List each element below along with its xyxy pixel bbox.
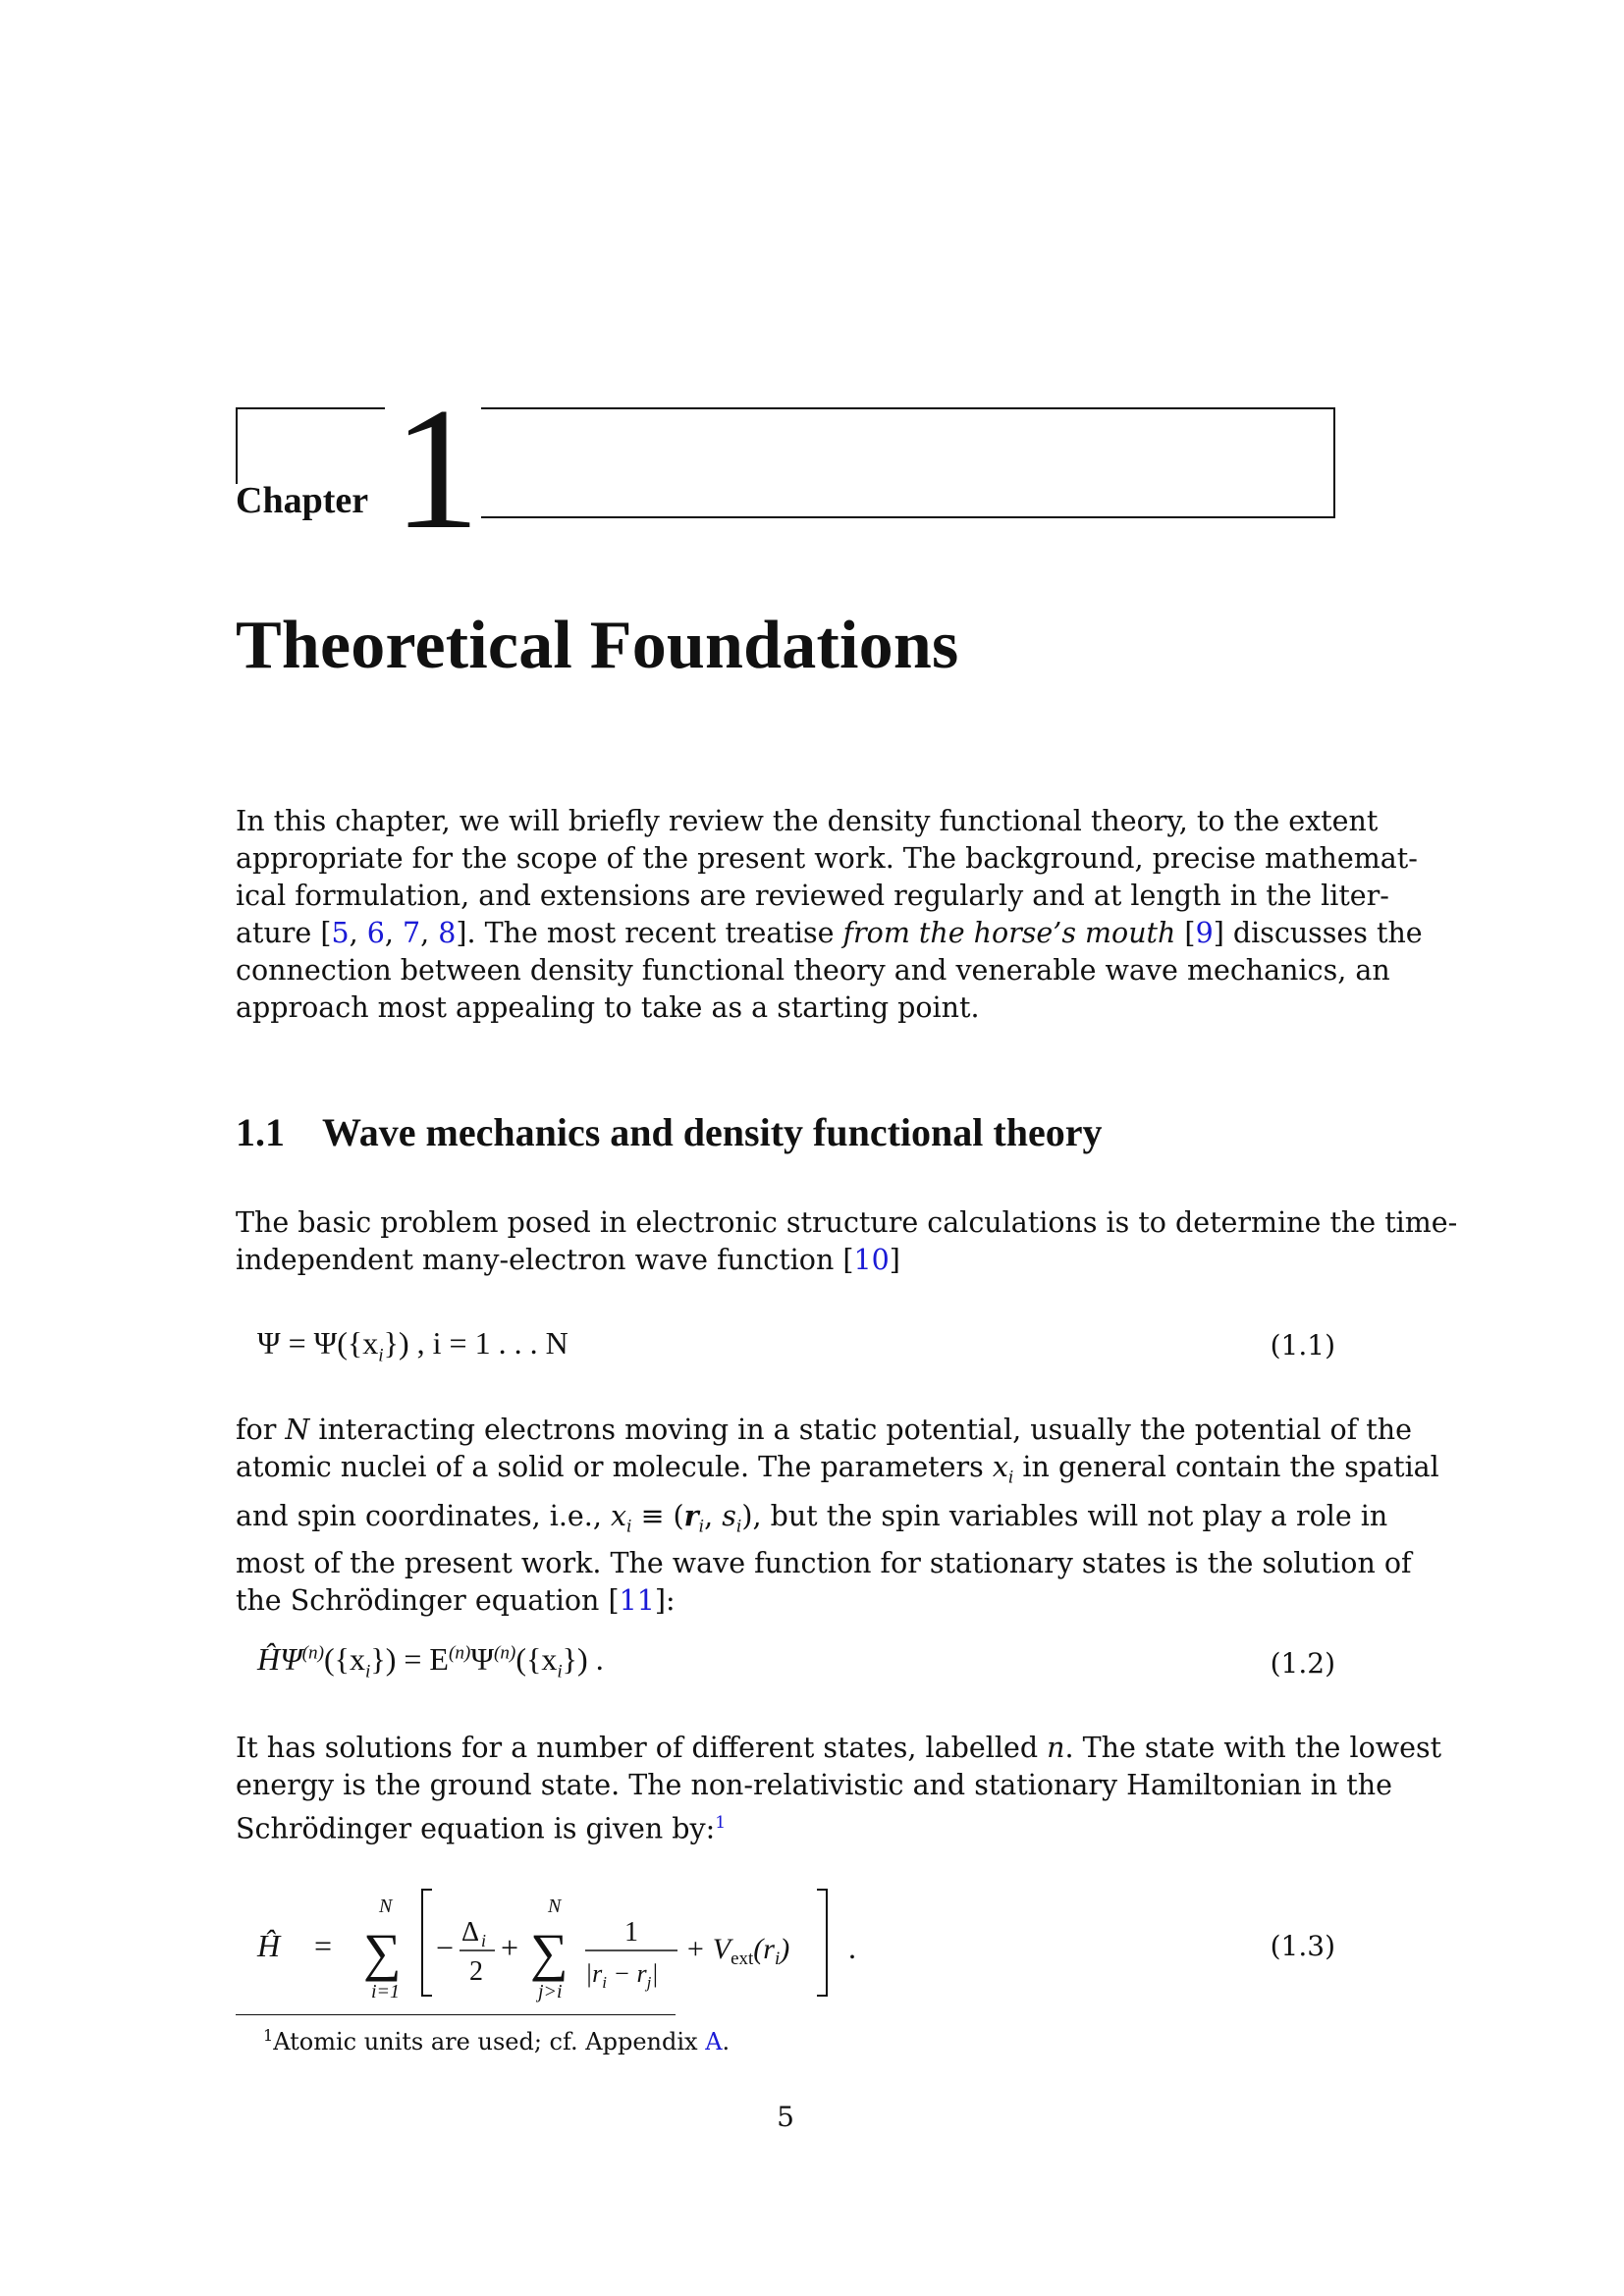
- eq1-text: Ψ = Ψ({x: [257, 1325, 379, 1361]
- p3-var-s: s: [722, 1499, 736, 1532]
- eq2-sub-2: i: [557, 1661, 563, 1682]
- eq1-sub: i: [378, 1345, 384, 1366]
- citation-9[interactable]: 9: [1195, 917, 1214, 949]
- citation-6[interactable]: 6: [366, 917, 385, 949]
- p3-text-3a: and spin coordinates, i.e.,: [236, 1499, 602, 1532]
- p3-text-1b: interacting electrons moving in a static potential, usually the potential of the: [318, 1414, 1412, 1446]
- eq2-sup-3: (n): [493, 1642, 516, 1664]
- intro-line-6: approach most appealing to take as a starting point.: [236, 991, 980, 1024]
- intro-line-2: appropriate for the scope of the present work. The background, precise mathemat-: [236, 842, 1418, 875]
- p3-var-xi: x: [610, 1499, 627, 1532]
- paragraph-4: [236, 1730, 1442, 1848]
- footnote-end: .: [722, 2028, 731, 2056]
- appendix-link[interactable]: A: [705, 2028, 723, 2056]
- equation-1-2: $Ĥ\Psi^{(n)}(\{x_i\}) = E^{(n)}\Psi^{(n)}(\{x_i\})$ .: [257, 1641, 604, 1682]
- p3-line-4: most of the present work. The wave function for stationary states is the solution of: [236, 1547, 1412, 1580]
- eq2-mid: ({x: [323, 1641, 365, 1677]
- chapter-title: Theoretical Foundations: [236, 608, 959, 683]
- equation-number-1-1: (1.1): [1270, 1329, 1335, 1362]
- p3-text-2: atomic nuclei of a solid or molecule. The parameters: [236, 1451, 984, 1483]
- intro-line-1: In this chapter, we will briefly review the density functional theory, to the extent: [236, 805, 1379, 837]
- eq3-minus: −: [436, 1930, 455, 1965]
- equation-1-1: [257, 1325, 568, 1366]
- eq3-sum2-symbol: ∑: [530, 1923, 568, 1982]
- eq3-period: .: [848, 1930, 856, 1965]
- p4-text-1b: . The state with the lowest: [1064, 1732, 1442, 1764]
- section-heading: [236, 1109, 1102, 1155]
- paragraph-2: [236, 1204, 1458, 1279]
- p3-var-N: N: [285, 1414, 310, 1446]
- citation-11[interactable]: 11: [619, 1584, 655, 1618]
- eq3-sum2-top: N: [548, 1896, 562, 1917]
- p2-text-2-end: ]: [889, 1244, 900, 1276]
- p3-text-1a: for: [236, 1414, 277, 1446]
- chapter-number: 1: [393, 371, 480, 565]
- equation-1-3: [236, 1880, 923, 2007]
- p3-line-5: [236, 1582, 1335, 1620]
- footnote: [263, 2026, 730, 2056]
- p4-var-n: n: [1047, 1732, 1065, 1764]
- p4-line-2: energy is the ground state. The non-relativistic and stationary Hamiltonian in the: [236, 1769, 1392, 1801]
- p4-text-1a: It has solutions for a number of different states, labelled: [236, 1732, 1039, 1764]
- equation-number-1-3: (1.3): [1270, 1930, 1335, 1962]
- citation-8[interactable]: 8: [438, 917, 457, 949]
- footnote-text: Atomic units are used; cf. Appendix: [273, 2028, 698, 2056]
- eq3-equals: =: [314, 1928, 333, 1963]
- eq2-lhs: ĤΨ: [257, 1641, 302, 1677]
- eq3-plus: +: [501, 1930, 519, 1965]
- eq2-mid-2: ({x: [515, 1641, 558, 1677]
- citation-5[interactable]: 5: [331, 917, 350, 949]
- intro-line-3: ical formulation, and extensions are reviewed regularly and at length in the liter-: [236, 880, 1389, 912]
- p3-line-2: [236, 1449, 1439, 1497]
- equation-number-1-2: (1.2): [1270, 1647, 1335, 1680]
- footnote-marker[interactable]: 1: [715, 1813, 727, 1833]
- intro-text-4d: ] discusses the: [1213, 917, 1423, 949]
- eq2-rhs: }) = E: [370, 1641, 449, 1677]
- p3-var-x: x: [992, 1451, 1008, 1483]
- chapter-frame-left-side: [236, 407, 238, 484]
- eq2-sup: (n): [301, 1642, 324, 1664]
- paragraph-3: [236, 1412, 1439, 1620]
- footnote-mark: 1: [263, 2026, 274, 2045]
- eq3-H: Ĥ: [257, 1928, 281, 1963]
- section-title: Wave mechanics and density functional theory: [322, 1110, 1103, 1154]
- page-number: 5: [777, 2101, 794, 2133]
- eq1-rest: }) , i = 1 . . . N: [383, 1325, 568, 1361]
- chapter-frame-right-side: [1333, 407, 1335, 518]
- intro-text-4b: ]. The most recent treatise: [456, 917, 835, 949]
- intro-line-4: ature [5, 6, 7, 8]. The most recent treatise from the horse’s mouth [9] discusses the: [236, 917, 1423, 949]
- eq2-sup-2: (n): [448, 1642, 471, 1664]
- chapter-frame-left-top: [236, 407, 385, 409]
- p3-var-s-sub: i: [735, 1517, 742, 1537]
- citation-7[interactable]: 7: [403, 917, 421, 949]
- chapter-frame-right-top: [481, 407, 1335, 409]
- eq3-delta-sub: i: [481, 1931, 487, 1950]
- p3-var-x-sub: i: [1007, 1468, 1014, 1488]
- p3-var-xi-sub: i: [626, 1517, 632, 1537]
- eq3-two: 2: [469, 1956, 483, 1987]
- chapter-label: Chapter: [236, 480, 369, 521]
- citation-10[interactable]: 10: [853, 1244, 890, 1276]
- p4-line-1: [236, 1730, 1442, 1767]
- intro-emphasis: from the horse’s mouth: [842, 917, 1176, 949]
- p3-line-3: and spin coordinates, i.e., $x_i \equiv (r_i$, $s_i$), but the spin variables will not play a role in: [236, 1498, 1388, 1537]
- intro-text-4a: ature [: [236, 917, 332, 949]
- p4-line-3: [236, 1804, 1335, 1848]
- section-number: 1.1: [236, 1110, 285, 1154]
- p4-text-3: Schrödinger equation is given by:: [236, 1812, 716, 1845]
- intro-line-5: connection between density functional theory and venerable wave mechanics, an: [236, 954, 1390, 987]
- eq2-sub: i: [365, 1661, 371, 1682]
- eq3-left-bracket: [422, 1890, 432, 1996]
- p3-text-5: the Schrödinger equation [: [236, 1584, 620, 1618]
- eq3-sum2-bottom: j>i: [538, 1981, 563, 2002]
- p3-text-5-end: ]:: [654, 1584, 676, 1618]
- chapter-frame-right-bottom: [481, 516, 1335, 518]
- eq3-sum-top: N: [379, 1896, 393, 1917]
- eq3-delta: Δ: [461, 1917, 480, 1948]
- p3-equiv: ≡ (: [640, 1499, 684, 1532]
- eq3-sum-symbol: ∑: [363, 1923, 402, 1982]
- eq3-potential: + $V_{ext}(r_i)$: [685, 1933, 790, 1969]
- p3-var-r-sub: i: [698, 1517, 705, 1537]
- intro-paragraph: [236, 803, 1423, 1027]
- p2-text-2: independent many-electron wave function [: [236, 1244, 854, 1276]
- footnote-rule: [236, 2014, 676, 2015]
- p3-var-r: r: [683, 1498, 699, 1532]
- p3-line-1: [236, 1412, 1412, 1449]
- eq3-one: 1: [624, 1917, 638, 1948]
- eq3-denominator: $|r_i - r_j|$: [585, 1959, 659, 1992]
- p2-line-2: [236, 1242, 1335, 1279]
- eq3-sum-bottom: i=1: [371, 1981, 401, 2002]
- p3-text-2b: in general contain the spatial: [1022, 1451, 1439, 1483]
- p2-line-1: The basic problem posed in electronic structure calculations is to determine the time-: [236, 1206, 1458, 1239]
- eq3-right-bracket: [817, 1890, 827, 1996]
- p3-text-3c: ), but the spin variables will not play a role in: [741, 1499, 1388, 1532]
